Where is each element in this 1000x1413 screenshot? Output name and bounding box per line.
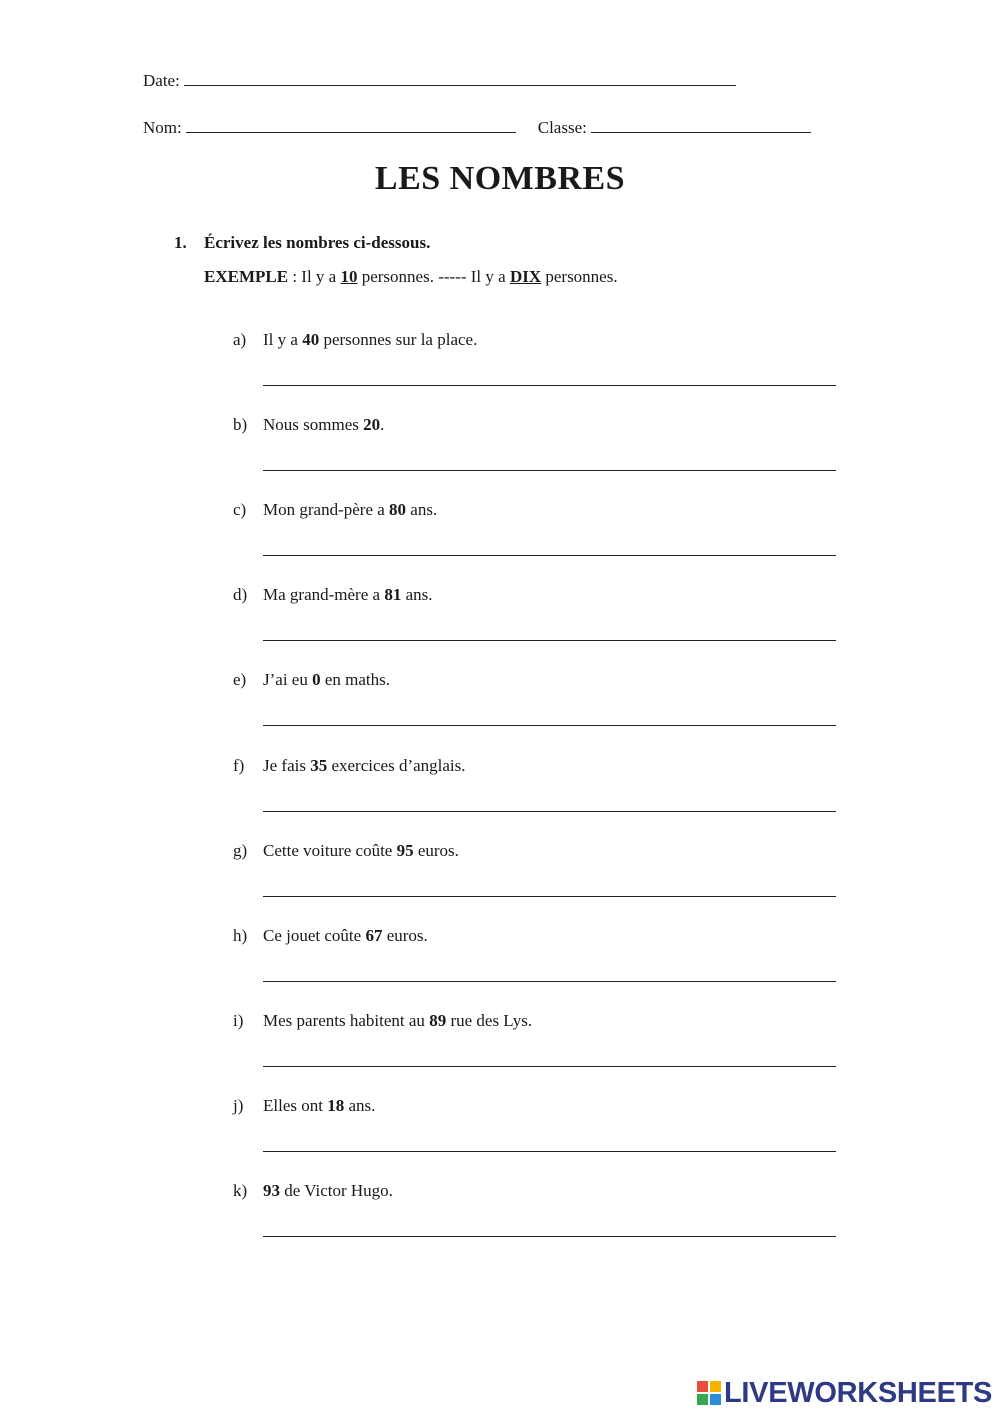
item-number: 35: [310, 755, 328, 775]
class-label: Classe:: [537, 118, 587, 137]
exercise-item: [233, 670, 836, 740]
date-row: [143, 70, 736, 91]
item-letter: g): [233, 840, 248, 860]
item-text-before: Ma grand-mère a: [263, 585, 385, 605]
item-letter: k): [233, 1181, 248, 1200]
logo-square-4: [710, 1394, 721, 1405]
example-line: [204, 267, 618, 287]
logo-mark-icon: [697, 1381, 721, 1405]
exercise-item: [233, 841, 836, 911]
exercise-item: [233, 415, 836, 485]
item-text-before: Mes parents habitent au: [263, 1010, 430, 1030]
logo-text: LIVEWORKSHEETS: [724, 1377, 993, 1409]
exercise-item: [233, 500, 836, 570]
exercise-item: [233, 926, 836, 996]
item-sentence: [233, 926, 428, 946]
item-sentence: [233, 585, 432, 605]
logo-square-3: [697, 1394, 708, 1405]
item-letter: h): [233, 925, 248, 945]
answer-line[interactable]: [263, 555, 836, 556]
logo-square-2: [710, 1381, 721, 1392]
item-number: 93: [263, 1181, 280, 1200]
name-label: Nom:: [143, 118, 182, 137]
name-class-row: [143, 117, 811, 138]
answer-line[interactable]: [263, 981, 836, 982]
item-sentence: [233, 841, 459, 861]
item-text-after: .: [380, 415, 385, 435]
example-part3: personnes.: [541, 267, 618, 286]
item-number: 18: [327, 1095, 345, 1115]
item-number: 67: [365, 925, 383, 945]
item-text-after: personnes sur la place.: [319, 330, 478, 349]
date-field[interactable]: [184, 70, 736, 86]
exercise-number: 1.: [174, 233, 187, 252]
item-letter: a): [233, 330, 247, 349]
item-text-after: de Victor Hugo.: [280, 1181, 393, 1200]
example-part2: personnes. ----- Il y a: [357, 267, 510, 286]
item-text-before: J’ai eu: [263, 670, 313, 690]
answer-line[interactable]: [263, 725, 836, 726]
item-number: 81: [384, 585, 402, 605]
item-text-before: Elles ont: [263, 1095, 328, 1115]
item-letter: d): [233, 585, 248, 605]
item-text-before: Je fais: [263, 755, 311, 775]
item-letter: c): [233, 500, 247, 520]
exercise-item: [233, 1011, 836, 1081]
item-number: 0: [312, 670, 321, 690]
exercise-item: [233, 756, 836, 826]
logo-square-1: [697, 1381, 708, 1392]
item-text-after: ans.: [344, 1095, 376, 1115]
answer-line[interactable]: [263, 470, 836, 471]
item-number: 40: [302, 330, 320, 349]
item-sentence: [233, 330, 477, 350]
item-text-after: euros.: [382, 925, 428, 945]
item-number: 80: [389, 500, 407, 520]
item-text-after: ans.: [401, 585, 433, 605]
item-sentence: [233, 756, 466, 776]
exercise-instruction: Écrivez les nombres ci-dessous.: [204, 233, 431, 252]
exercise-item: [233, 1181, 836, 1251]
item-text-before: Nous sommes: [263, 415, 364, 435]
date-label: Date:: [143, 71, 180, 90]
page-title: LES NOMBRES: [374, 160, 626, 197]
answer-line[interactable]: [263, 1066, 836, 1067]
name-field[interactable]: [186, 117, 516, 133]
item-letter: i): [233, 1010, 244, 1030]
answer-line[interactable]: [263, 640, 836, 641]
item-number: 20: [363, 415, 381, 435]
exercise-item: [233, 330, 836, 400]
item-text-before: Cette voiture coûte: [263, 840, 397, 860]
answer-line[interactable]: [263, 896, 836, 897]
item-letter: f): [233, 755, 245, 775]
item-text-before: Ce jouet coûte: [263, 925, 366, 945]
example-label: EXEMPLE: [204, 267, 289, 286]
item-number: 89: [429, 1010, 447, 1030]
item-letter: b): [233, 415, 248, 435]
liveworksheets-logo: [697, 1378, 992, 1408]
item-sentence: [233, 1011, 532, 1031]
exercise-heading: [174, 233, 430, 253]
item-sentence: [233, 415, 384, 435]
example-number: 10: [340, 267, 358, 286]
item-text-after: euros.: [413, 840, 459, 860]
item-sentence: [233, 1096, 375, 1116]
item-sentence: [233, 670, 390, 690]
answer-line[interactable]: [263, 385, 836, 386]
class-field[interactable]: [591, 117, 811, 133]
item-text-before: Mon grand-père a: [263, 500, 390, 520]
item-text-after: rue des Lys.: [446, 1010, 533, 1030]
item-text-after: ans.: [406, 500, 438, 520]
item-text-before: Il y a: [263, 330, 303, 349]
item-text-after: exercices d’anglais.: [327, 755, 466, 775]
item-text-after: en maths.: [320, 670, 390, 690]
item-sentence: [233, 1181, 393, 1201]
example-word: DIX: [509, 267, 542, 286]
exercise-item: [233, 585, 836, 655]
answer-line[interactable]: [263, 1151, 836, 1152]
example-part1: : Il y a: [288, 267, 341, 286]
item-letter: e): [233, 670, 247, 690]
answer-line[interactable]: [263, 1236, 836, 1237]
item-letter: j): [233, 1095, 244, 1115]
exercise-item: [233, 1096, 836, 1166]
item-sentence: [233, 500, 437, 520]
answer-line[interactable]: [263, 811, 836, 812]
item-number: 95: [396, 840, 414, 860]
